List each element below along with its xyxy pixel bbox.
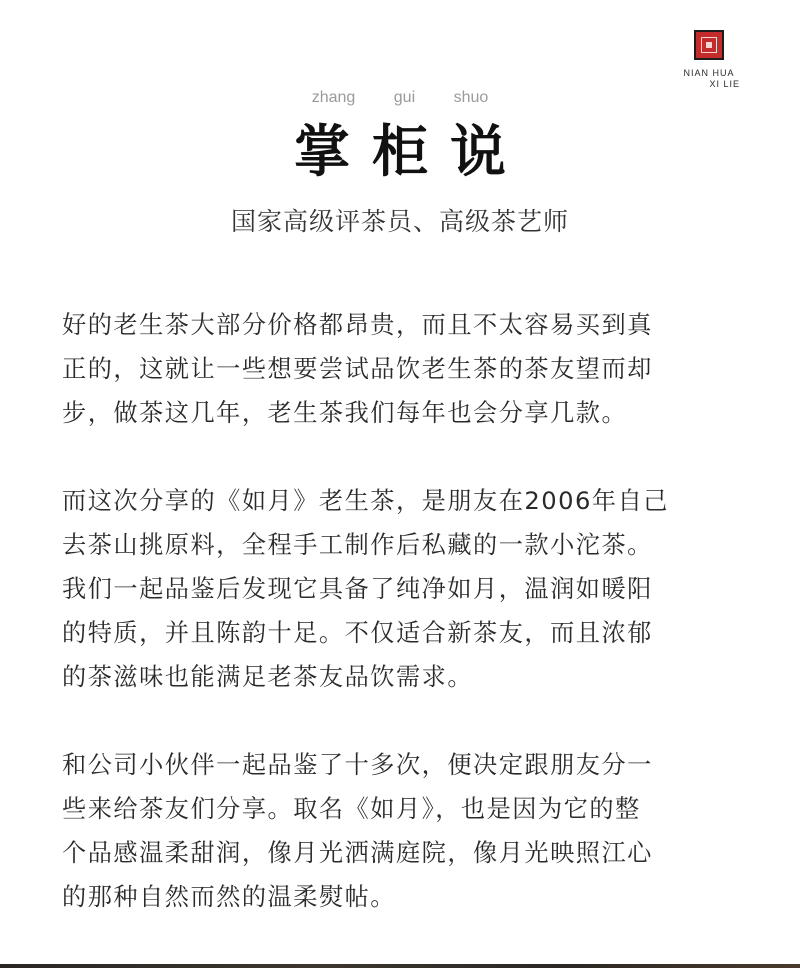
page-subtitle: 国家高级评茶员、高级茶艺师 — [230, 207, 569, 236]
logo-text-line-2: XI LIE — [709, 79, 740, 89]
paragraph: 和公司小伙伴一起品鉴了十多次，便决定跟朋友分一 些来给茶友们分享。取名《如月》，也是因为它的整 个品感温柔甜润，像月光洒满庭院，像月光映照江心 的那种自然而然的温柔熨帖。 — [62, 751, 653, 911]
page-title: 掌柜说 — [294, 119, 528, 185]
pinyin-syllable: shuo — [453, 89, 489, 106]
pinyin-syllable: zhang — [311, 89, 356, 106]
paragraph: 好的老生茶大部分价格都昂贵，而且不太容易买到真 正的，这就让一些想要尝试品饮老生茶的茶友望而却 步，做茶这几年，老生茶我们每年也会分享几款。 — [62, 311, 653, 427]
seal-stamp-icon — [694, 30, 724, 60]
pinyin-syllable: gui — [393, 89, 416, 106]
brand-logo — [676, 30, 742, 90]
article-body — [62, 303, 738, 963]
paragraph: 而这次分享的《如月》老生茶，是朋友在2006年自己 去茶山挑原料，全程手工制作后私藏的一款小沱茶。 我们一起品鉴后发现它具备了纯净如月，温润如暖阳 的特质，并且陈韵十足。不仅适合新茶友，而且浓郁 的茶滋味也能满足老茶友品饮需求。 — [62, 487, 669, 691]
logo-text-line-1: NIAN HUA — [683, 68, 735, 78]
bottom-image-edge — [0, 964, 800, 968]
title-pinyin — [0, 89, 800, 107]
